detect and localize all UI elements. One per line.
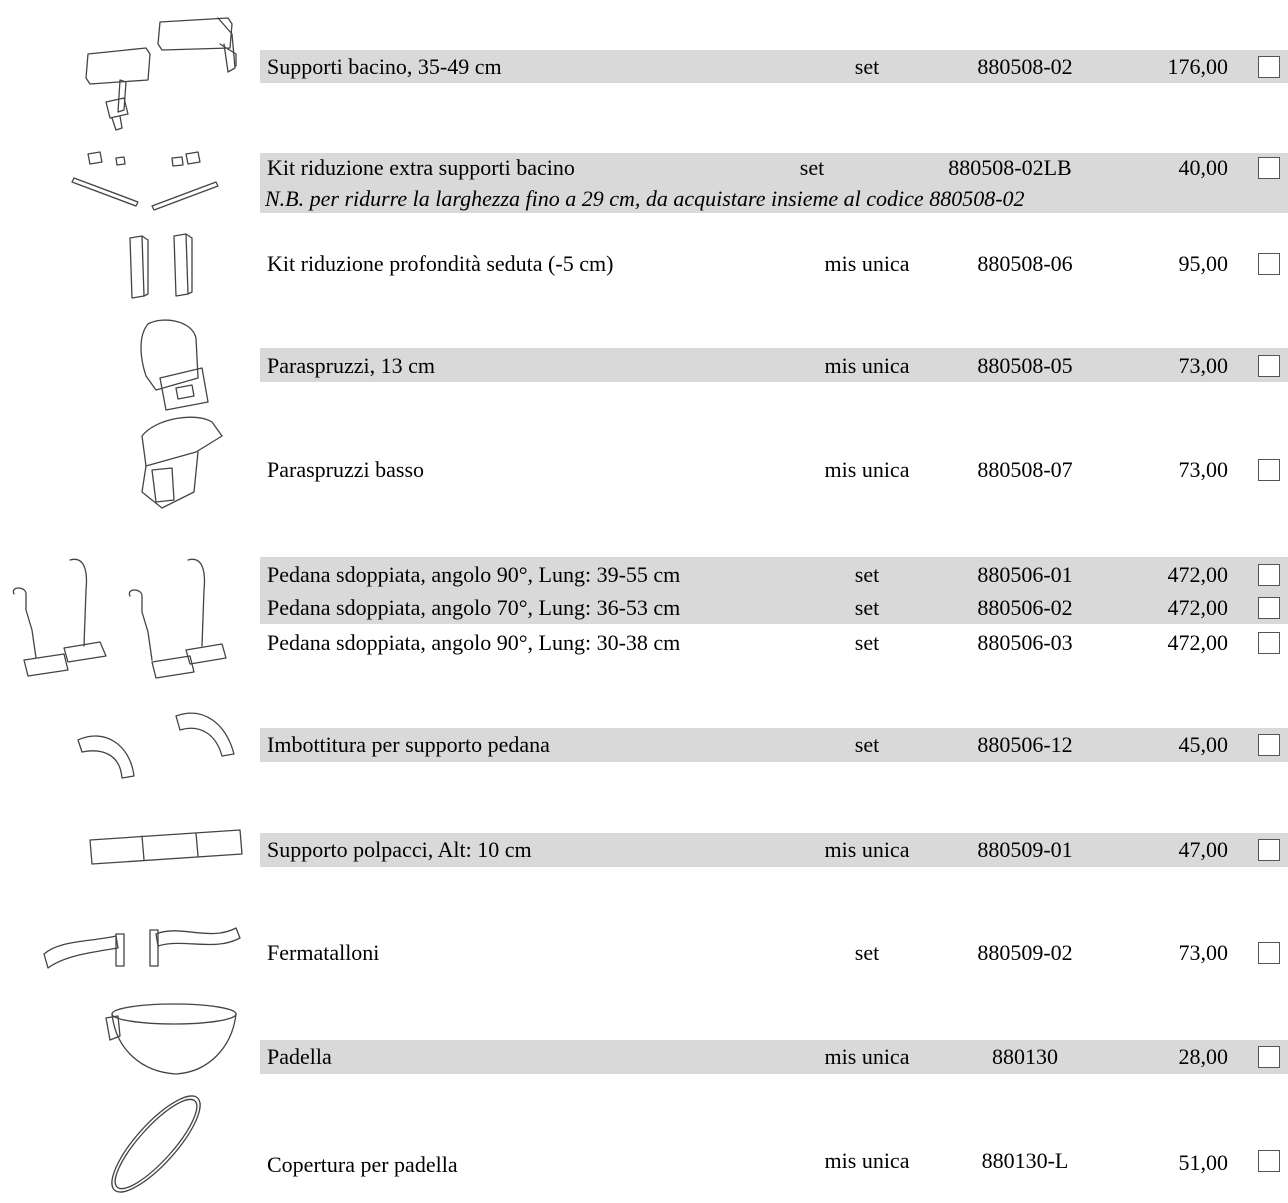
item-price: 28,00: [1178, 1044, 1228, 1069]
order-checkbox[interactable]: [1258, 56, 1280, 78]
splash-guard-icon: [132, 318, 212, 413]
order-checkbox[interactable]: [1258, 597, 1280, 619]
bedpan-cover-icon: [96, 1092, 216, 1202]
item-size: mis unica: [824, 1148, 910, 1173]
item-description: Pedana sdoppiata, angolo 90°, Lung: 39-55 cm: [267, 562, 681, 587]
order-checkbox[interactable]: [1258, 157, 1280, 179]
item-description: Supporti bacino, 35-49 cm: [267, 54, 502, 79]
item-price: 472,00: [1167, 562, 1228, 587]
item-price: 472,00: [1167, 630, 1228, 655]
item-code: 880508-06: [977, 251, 1073, 276]
item-size: set: [799, 155, 825, 180]
item-price: 47,00: [1178, 837, 1228, 862]
item-code: 880508-02: [977, 54, 1073, 79]
item-description: Kit riduzione profondità seduta (-5 cm): [267, 251, 614, 276]
item-price: 95,00: [1178, 251, 1228, 276]
item-code: 880506-12: [977, 732, 1073, 757]
order-checkbox[interactable]: [1258, 1150, 1280, 1172]
order-checkbox[interactable]: [1258, 942, 1280, 964]
item-note: N.B. per ridurre la larghezza fino a 29 cm, da acquistare insieme al codice 880508-02: [265, 186, 1025, 211]
item-description: Paraspruzzi basso: [267, 457, 425, 482]
item-code: 880509-02: [977, 940, 1073, 965]
item-description: Imbottitura per supporto pedana: [267, 732, 550, 757]
item-description: Fermatalloni: [267, 940, 380, 965]
order-checkbox[interactable]: [1258, 1046, 1280, 1068]
item-description: Padella: [267, 1044, 332, 1069]
item-size: mis unica: [824, 1044, 910, 1069]
item-code: 880130: [992, 1044, 1058, 1069]
item-size: set: [854, 595, 880, 620]
pelvic-supports-icon: [80, 14, 245, 154]
depth-reduction-kit-icon: [124, 232, 214, 300]
item-price: 73,00: [1178, 940, 1228, 965]
order-checkbox[interactable]: [1258, 459, 1280, 481]
item-description: Pedana sdoppiata, angolo 90°, Lung: 30-38 cm: [267, 630, 681, 655]
item-price: 51,00: [1178, 1150, 1228, 1175]
item-code: 880508-05: [977, 353, 1073, 378]
footrest-padding-icon: [74, 706, 244, 786]
item-code: 880130-L: [981, 1148, 1069, 1173]
item-description: Paraspruzzi, 13 cm: [267, 353, 435, 378]
item-size: set: [854, 54, 880, 79]
order-checkbox[interactable]: [1258, 253, 1280, 275]
item-price: 472,00: [1167, 595, 1228, 620]
item-size: mis unica: [824, 251, 910, 276]
footrest-icon: [8, 550, 223, 700]
item-code: 880506-02: [977, 595, 1073, 620]
item-code: 880508-02LB: [948, 155, 1072, 180]
item-code: 880509-01: [977, 837, 1073, 862]
item-price: 45,00: [1178, 732, 1228, 757]
item-price: 176,00: [1167, 54, 1228, 79]
item-size: mis unica: [824, 837, 910, 862]
item-code: 880506-01: [977, 562, 1073, 587]
order-checkbox[interactable]: [1258, 632, 1280, 654]
item-size: set: [854, 732, 880, 757]
item-price: 73,00: [1178, 353, 1228, 378]
item-size: set: [854, 562, 880, 587]
item-price: 73,00: [1178, 457, 1228, 482]
order-checkbox[interactable]: [1258, 839, 1280, 861]
item-code: 880508-07: [977, 457, 1073, 482]
item-size: set: [854, 940, 880, 965]
item-code: 880506-03: [977, 630, 1073, 655]
order-checkbox[interactable]: [1258, 734, 1280, 756]
order-checkbox[interactable]: [1258, 355, 1280, 377]
heel-straps-icon: [40, 916, 245, 976]
order-checkbox[interactable]: [1258, 564, 1280, 586]
item-size: mis unica: [824, 353, 910, 378]
item-size: set: [854, 630, 880, 655]
item-price: 40,00: [1178, 155, 1228, 180]
item-description: Kit riduzione extra supporti bacino: [267, 155, 575, 180]
bedpan-icon: [102, 1000, 242, 1080]
item-description: Copertura per padella: [267, 1152, 458, 1177]
item-size: mis unica: [824, 457, 910, 482]
calf-support-icon: [84, 826, 246, 866]
low-splash-guard-icon: [136, 412, 226, 512]
reduction-kit-icon: [70, 148, 220, 210]
item-description: Supporto polpacci, Alt: 10 cm: [267, 837, 532, 862]
item-description: Pedana sdoppiata, angolo 70°, Lung: 36-53 cm: [267, 595, 681, 620]
